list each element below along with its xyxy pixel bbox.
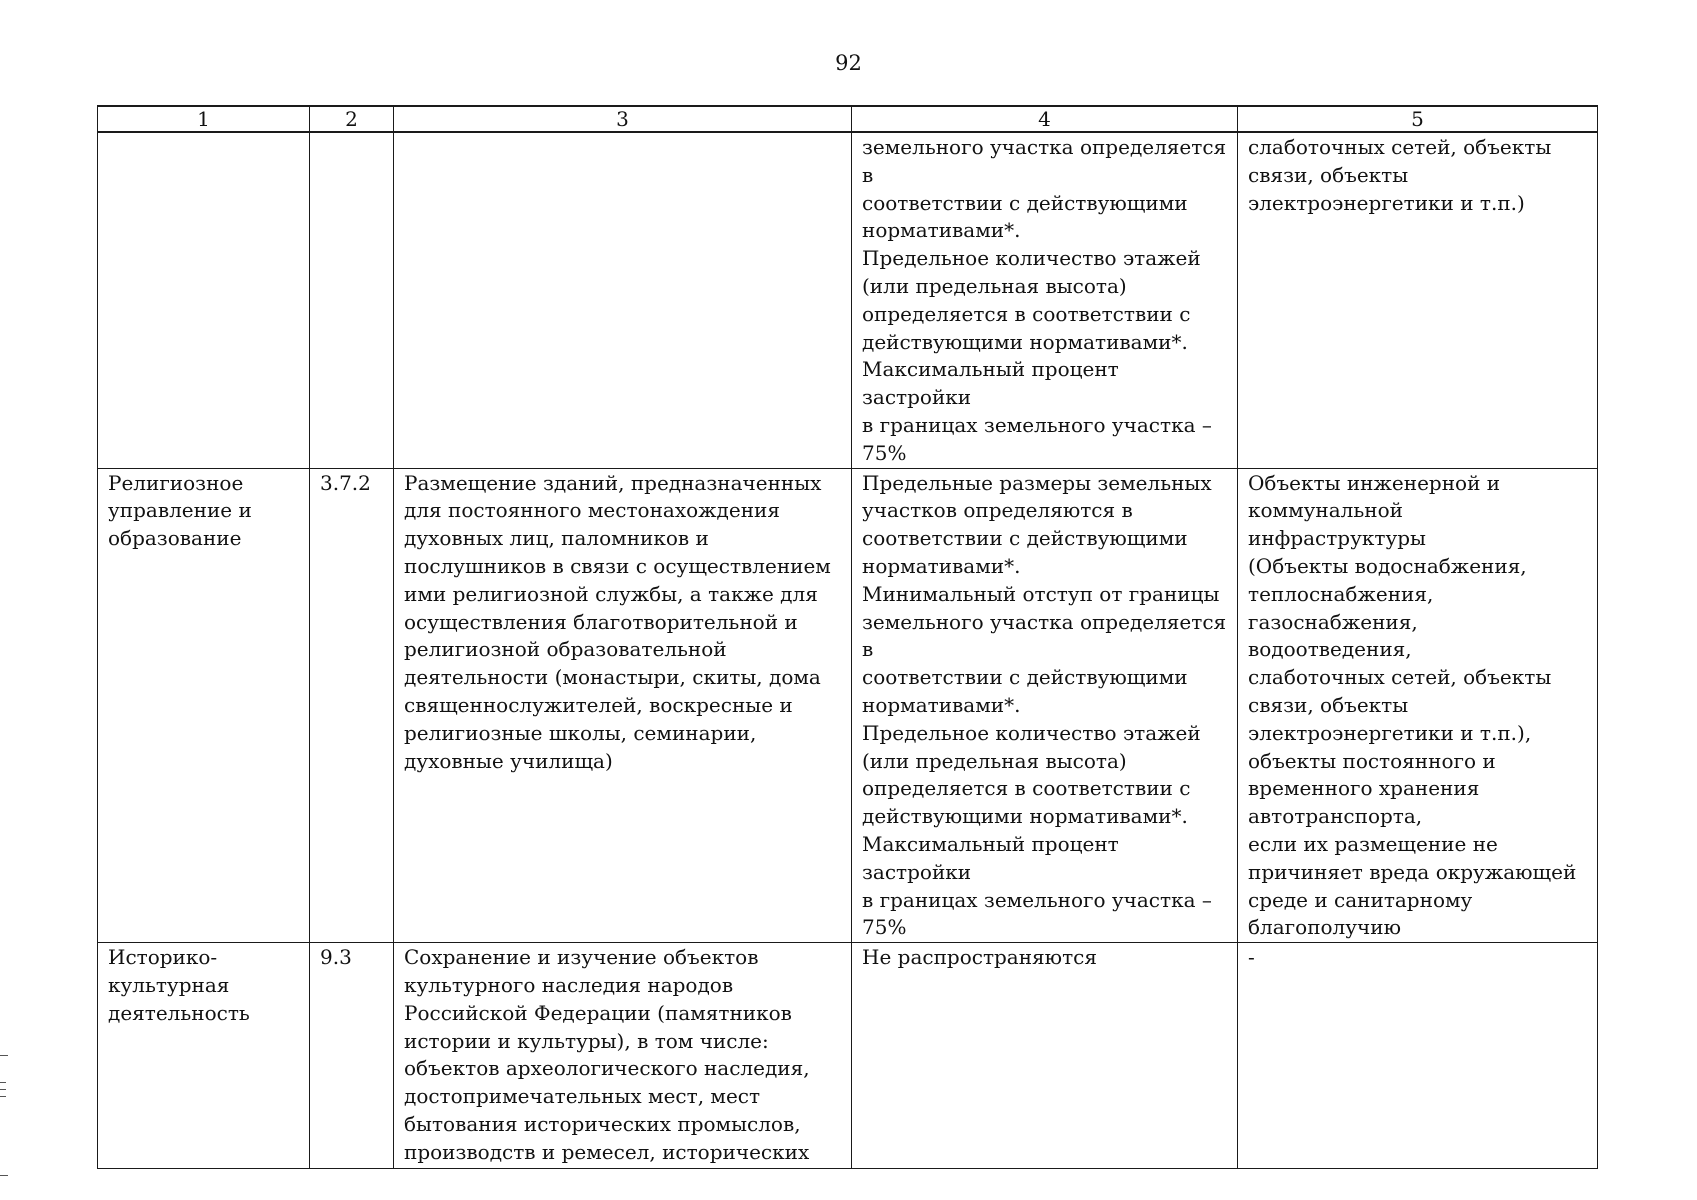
auxiliary-uses-text: слаботочных сетей, объекты связи, объекты электроэнергетики и т.п.): [1248, 135, 1552, 215]
scan-edge-mark: [0, 1096, 6, 1097]
parameters-cell: [852, 943, 1238, 1169]
description-cell: [394, 943, 852, 1169]
page-number: 92: [835, 51, 862, 75]
scan-edge-mark: [0, 1089, 6, 1090]
table-header: [98, 106, 1598, 132]
header-col-1: 1: [98, 106, 310, 132]
parameters-text: земельного участка определяется в соответствии с действующими нормативами*. Предельное количество этажей (или предельная высота) определяется в соответствии с действующими нормативами*. Максимальный процент застройки в границах земельного участка – 75%: [862, 135, 1227, 465]
auxiliary-uses-cell: [1238, 468, 1598, 943]
code-cell: [310, 943, 394, 1169]
use-type-cell: [98, 132, 310, 468]
code-cell: [310, 132, 394, 468]
header-row: [98, 106, 1598, 132]
description-cell: [394, 468, 852, 943]
description-cell: [394, 132, 852, 468]
code-text: 3.7.2: [320, 470, 371, 495]
table-body: [98, 132, 1598, 1169]
scan-edge-mark: [0, 1082, 6, 1083]
auxiliary-uses-text: -: [1248, 945, 1255, 970]
header-col-4: 4: [852, 106, 1238, 132]
zoning-table: [97, 105, 1598, 1169]
header-col-3: 3: [394, 106, 852, 132]
description-text: Сохранение и изучение объектов культурного наследия народов Российской Федерации (памятников истории и культуры), в том числе: объектов археологического наследия, достопримечательных мест, мест бытования исторических промыслов, производств и ремесел, исторических: [404, 945, 810, 1164]
header-col-2: 2: [310, 106, 394, 132]
code-text: 9.3: [320, 945, 352, 970]
use-type-cell: [98, 943, 310, 1169]
parameters-cell: [852, 468, 1238, 943]
parameters-cell: [852, 132, 1238, 468]
code-cell: [310, 468, 394, 943]
use-type-cell: [98, 468, 310, 943]
parameters-text: Не распространяются: [862, 945, 1097, 970]
scan-edge-mark: [0, 1175, 8, 1176]
description-text: Размещение зданий, предназначенных для постоянного местонахождения духовных лиц, паломников и послушников в связи с осуществлением ими религиозной службы, а также для осуществления благотворительной и религиозной образовательной деятельности (монастыри, скиты, дома священнослужителей, воскресные и религиозные школы, семинарии, духовные училища): [404, 470, 831, 773]
scan-edge-mark: [0, 1055, 8, 1056]
table-row: [98, 943, 1598, 1169]
parameters-text: Предельные размеры земельных участков определяются в соответствии с действующими нормативами*. Минимальный отступ от границы земельного участка определяется в соответствии с действующими нормативами*. Предельное количество этажей (или предельная высота) определяется в соответствии с действующими нормативами*. Максимальный процент застройки в границах земельного участка – 75%: [862, 470, 1227, 940]
use-type-text: Историко- культурная деятельность: [108, 945, 250, 1025]
table-row: [98, 468, 1598, 943]
table-row: [98, 132, 1598, 468]
use-type-text: Религиозное управление и образование: [108, 470, 252, 551]
auxiliary-uses-cell: [1238, 132, 1598, 468]
auxiliary-uses-text: Объекты инженерной и коммунальной инфраструктуры (Объекты водоснабжения, теплоснабжения, газоснабжения, водоотведения, слаботочных сетей, объекты связи, объекты электроэнергетики и т.п.), объекты постоянного и временного хранения автотранспорта, если их размещение не причиняет вреда окружающей среде и санитарному благополучию: [1248, 470, 1577, 940]
header-col-5: 5: [1238, 106, 1598, 132]
auxiliary-uses-cell: [1238, 943, 1598, 1169]
